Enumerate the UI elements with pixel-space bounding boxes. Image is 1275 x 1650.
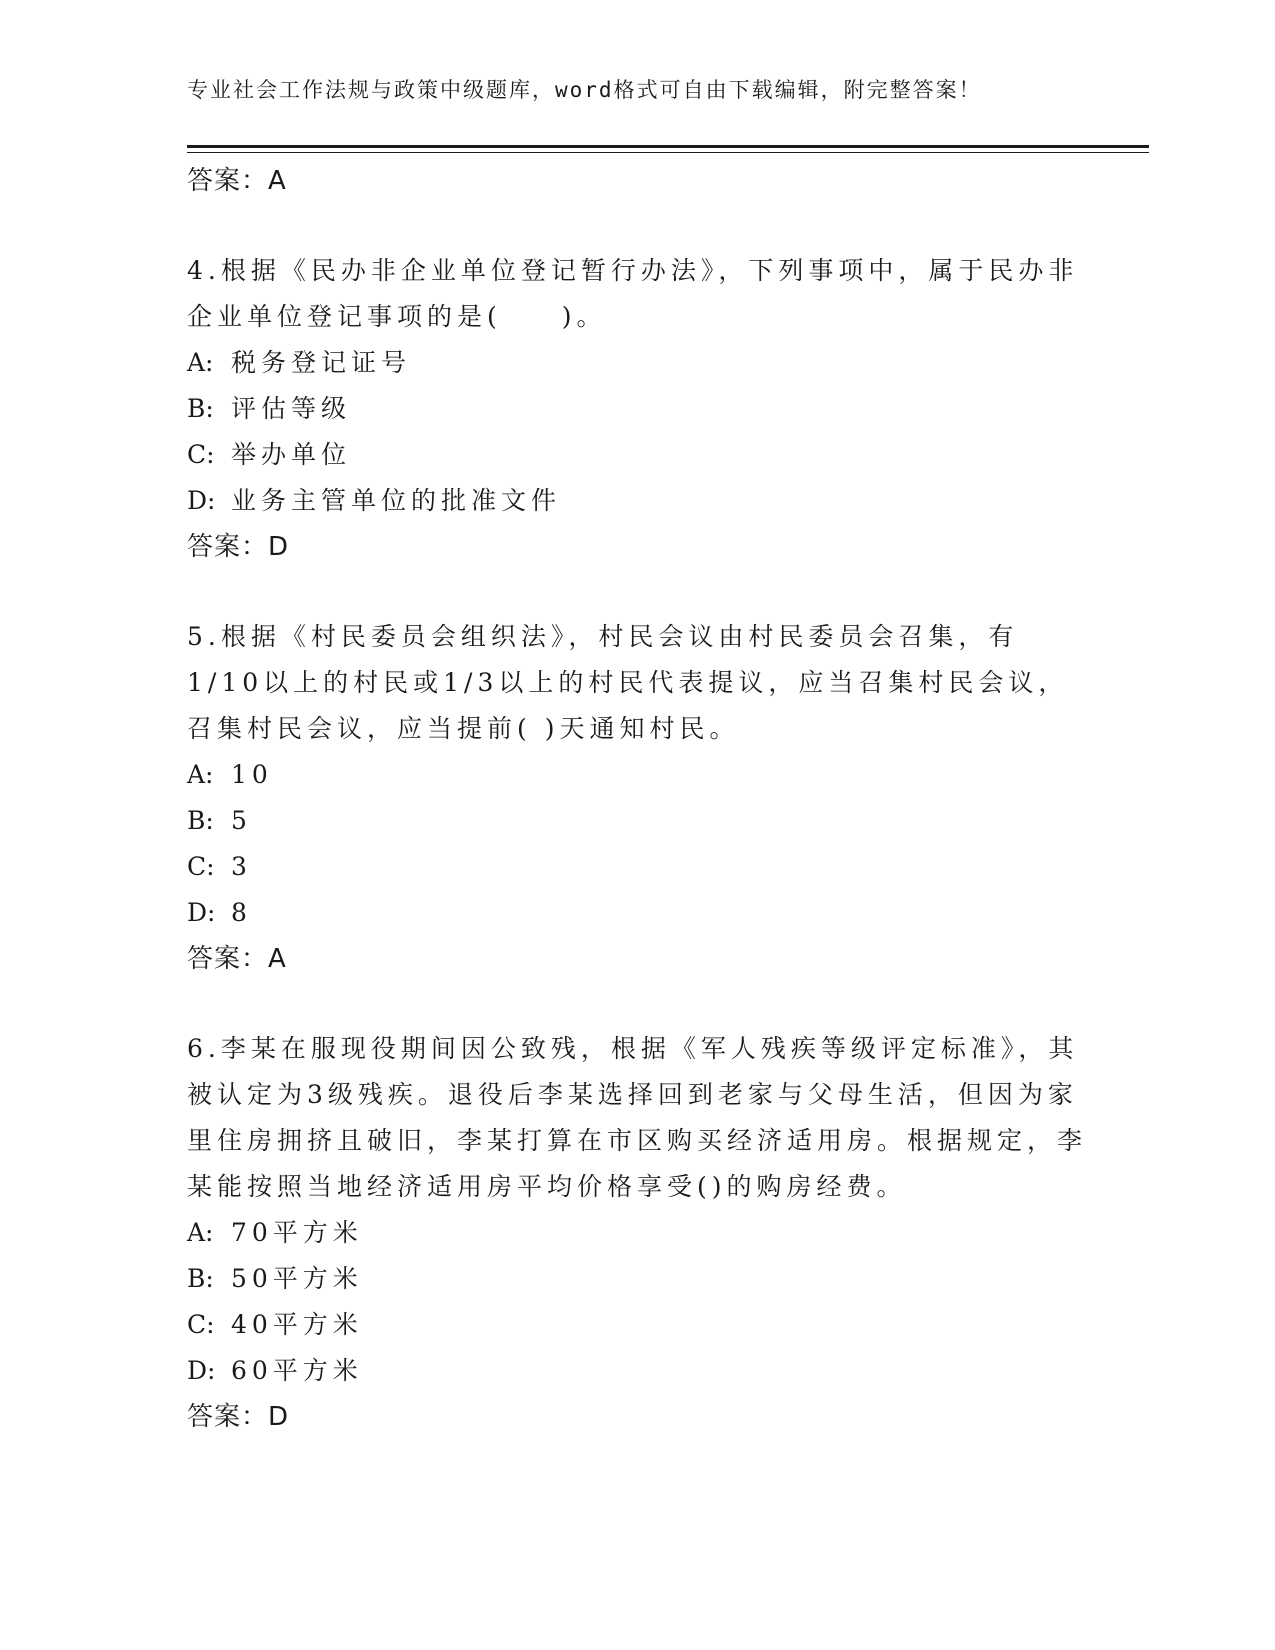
option-text: 10 bbox=[231, 760, 273, 789]
header-divider bbox=[187, 145, 1149, 153]
option-text: 举办单位 bbox=[231, 440, 352, 469]
option-text: 业务主管单位的批准文件 bbox=[231, 486, 562, 515]
option-letter: C: bbox=[187, 440, 215, 469]
answer-label: 答案：D bbox=[187, 1402, 290, 1432]
option-b bbox=[187, 386, 1087, 432]
question-list bbox=[187, 158, 1087, 1440]
question-text: 5.根据《村民委员会组织法》，村民会议由村民委员会召集，有1/10以上的村民或1/3以上的村民代表提议，应当召集村民会议，召集村民会议，应当提前( )天通知村民。 bbox=[187, 622, 1069, 743]
option-b bbox=[187, 798, 1087, 844]
option-letter: D: bbox=[187, 898, 216, 927]
question-item bbox=[187, 248, 1087, 570]
option-letter: D: bbox=[187, 1356, 216, 1385]
question-text: 4.根据《民办非企业单位登记暂行办法》，下列事项中，属于民办非企业单位登记事项的是( )。 bbox=[187, 256, 1079, 331]
option-letter: A: bbox=[187, 760, 214, 789]
option-a bbox=[187, 752, 1087, 798]
option-text: 60平方米 bbox=[231, 1356, 363, 1385]
option-letter: D: bbox=[187, 486, 216, 515]
option-letter: C: bbox=[187, 1310, 215, 1339]
option-text: 税务登记证号 bbox=[231, 348, 412, 377]
option-text: 8 bbox=[231, 898, 252, 927]
option-d bbox=[187, 478, 1087, 524]
option-c bbox=[187, 844, 1087, 890]
question-text: 6.李某在服现役期间因公致残，根据《军人残疾等级评定标准》，其被认定为3级残疾。退役后李某选择回到老家与父母生活，但因为家里住房拥挤且破旧，李某打算在市区购买经济适用房。根据规定，李某能按照当地经济适用房平均价格享受()的购房经费。 bbox=[187, 1034, 1088, 1201]
option-text: 5 bbox=[231, 806, 252, 835]
option-text: 3 bbox=[231, 852, 252, 881]
option-d bbox=[187, 890, 1087, 936]
option-text: 评估等级 bbox=[231, 394, 352, 423]
question-item bbox=[187, 614, 1087, 982]
option-letter: B: bbox=[187, 394, 214, 423]
option-text: 50平方米 bbox=[231, 1264, 363, 1293]
answer-label: 答案：D bbox=[187, 532, 290, 562]
option-a bbox=[187, 1210, 1087, 1256]
answer-label: 答案：A bbox=[187, 166, 287, 196]
option-b bbox=[187, 1256, 1087, 1302]
option-c bbox=[187, 1302, 1087, 1348]
option-d bbox=[187, 1348, 1087, 1394]
answer-label: 答案：A bbox=[187, 944, 287, 974]
option-letter: A: bbox=[187, 1218, 214, 1247]
option-c bbox=[187, 432, 1087, 478]
option-a bbox=[187, 340, 1087, 386]
option-letter: C: bbox=[187, 852, 215, 881]
option-letter: B: bbox=[187, 1264, 214, 1293]
question-item bbox=[187, 1026, 1087, 1440]
option-letter: B: bbox=[187, 806, 214, 835]
page-header: 专业社会工作法规与政策中级题库，word格式可自由下载编辑，附完整答案！ bbox=[187, 78, 982, 102]
option-text: 70平方米 bbox=[231, 1218, 363, 1247]
option-text: 40平方米 bbox=[231, 1310, 363, 1339]
option-letter: A: bbox=[187, 348, 214, 377]
